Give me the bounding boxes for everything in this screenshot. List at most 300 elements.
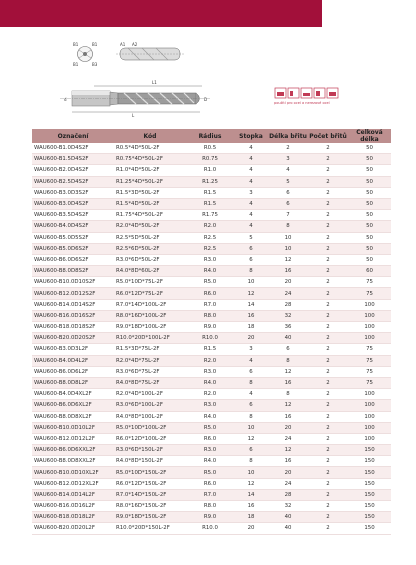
cell-pocet-britu: 2 bbox=[308, 198, 348, 209]
cell-radius: R1.5 bbox=[186, 344, 234, 355]
cell-celkova-delka: 100 bbox=[348, 322, 391, 333]
table-row bbox=[32, 277, 391, 288]
cell-pocet-britu: 2 bbox=[308, 512, 348, 523]
cell-oznaceni: WAU600-B12.0D12S2F bbox=[32, 288, 114, 299]
cell-radius: R1.5 bbox=[186, 198, 234, 209]
table-row bbox=[32, 288, 391, 299]
cross-section-view bbox=[73, 42, 98, 67]
table-row bbox=[32, 266, 391, 277]
cell-radius: R1.25 bbox=[186, 176, 234, 187]
material-icons bbox=[275, 88, 338, 98]
cell-stopka: 18 bbox=[234, 322, 268, 333]
cell-radius: R9.0 bbox=[186, 322, 234, 333]
header-kod: Kód bbox=[114, 129, 186, 143]
label-a2: A2 bbox=[132, 42, 138, 47]
cell-kod: R3.0*6D*75L-2F bbox=[114, 366, 186, 377]
table-row bbox=[32, 400, 391, 411]
cell-kod: R5.0*10D*75L-2F bbox=[114, 277, 186, 288]
cell-stopka: 10 bbox=[234, 467, 268, 478]
header-celkova-delka: Celková délka bbox=[348, 129, 391, 143]
side-view bbox=[60, 80, 210, 118]
cell-delka-britu: 8 bbox=[268, 355, 308, 366]
cell-stopka: 12 bbox=[234, 433, 268, 444]
cell-oznaceni: WAU600-B10.0D10XL2F bbox=[32, 467, 114, 478]
cell-oznaceni: WAU600-B1.5D4S2F bbox=[32, 154, 114, 165]
header-banner bbox=[0, 0, 322, 27]
cell-oznaceni: WAU600-B4.0D4L2F bbox=[32, 355, 114, 366]
table-row bbox=[32, 456, 391, 467]
cell-radius: R3.0 bbox=[186, 366, 234, 377]
cell-delka-britu: 10 bbox=[268, 243, 308, 254]
cell-kod: R6.0*12D*150L-2F bbox=[114, 478, 186, 489]
cell-celkova-delka: 100 bbox=[348, 389, 391, 400]
cell-stopka: 12 bbox=[234, 478, 268, 489]
cell-pocet-britu: 2 bbox=[308, 411, 348, 422]
cell-pocet-britu: 2 bbox=[308, 254, 348, 265]
cell-stopka: 16 bbox=[234, 310, 268, 321]
cell-oznaceni: WAU600-B6.0D6L2F bbox=[32, 366, 114, 377]
table-row bbox=[32, 501, 391, 512]
cell-oznaceni: WAU600-B1.0D4S2F bbox=[32, 143, 114, 154]
cell-stopka: 10 bbox=[234, 277, 268, 288]
table-row bbox=[32, 176, 391, 187]
cell-radius: R2.5 bbox=[186, 243, 234, 254]
cell-kod: R2.0*4D*100L-2F bbox=[114, 389, 186, 400]
cell-stopka: 3 bbox=[234, 187, 268, 198]
cell-delka-britu: 32 bbox=[268, 310, 308, 321]
cell-celkova-delka: 150 bbox=[348, 445, 391, 456]
header-oznaceni: Označení bbox=[32, 129, 114, 143]
cell-celkova-delka: 50 bbox=[348, 187, 391, 198]
cell-delka-britu: 6 bbox=[268, 344, 308, 355]
cell-radius: R1.0 bbox=[186, 165, 234, 176]
cell-kod: R6.0*12D*100L-2F bbox=[114, 433, 186, 444]
cell-celkova-delka: 100 bbox=[348, 411, 391, 422]
table-row bbox=[32, 187, 391, 198]
cell-pocet-britu: 2 bbox=[308, 210, 348, 221]
cell-celkova-delka: 50 bbox=[348, 243, 391, 254]
cell-radius: R6.0 bbox=[186, 433, 234, 444]
cell-delka-britu: 16 bbox=[268, 266, 308, 277]
table-row bbox=[32, 322, 391, 333]
cell-delka-britu: 8 bbox=[268, 221, 308, 232]
label-b1: B1 bbox=[73, 62, 79, 67]
cell-kod: R1.5*3D*75L-2F bbox=[114, 344, 186, 355]
cell-stopka: 12 bbox=[234, 288, 268, 299]
cell-stopka: 18 bbox=[234, 512, 268, 523]
cell-oznaceni: WAU600-B3.5D4S2F bbox=[32, 210, 114, 221]
table-row bbox=[32, 389, 391, 400]
cell-stopka: 4 bbox=[234, 221, 268, 232]
cell-celkova-delka: 150 bbox=[348, 523, 391, 534]
label-b1: B1 bbox=[73, 42, 79, 47]
cell-pocet-britu: 2 bbox=[308, 143, 348, 154]
cell-celkova-delka: 50 bbox=[348, 143, 391, 154]
cell-oznaceni: WAU600-B8.0D8S2F bbox=[32, 266, 114, 277]
cell-pocet-britu: 2 bbox=[308, 176, 348, 187]
cell-oznaceni: WAU600-B10.0D10L2F bbox=[32, 422, 114, 433]
cell-celkova-delka: 150 bbox=[348, 467, 391, 478]
cell-celkova-delka: 150 bbox=[348, 478, 391, 489]
table-row bbox=[32, 310, 391, 321]
table-row bbox=[32, 411, 391, 422]
cell-oznaceni: WAU600-B4.0D4S2F bbox=[32, 221, 114, 232]
cell-celkova-delka: 50 bbox=[348, 154, 391, 165]
cell-kod: R2.0*4D*75L-2F bbox=[114, 355, 186, 366]
cell-delka-britu: 12 bbox=[268, 445, 308, 456]
cell-pocet-britu: 2 bbox=[308, 288, 348, 299]
label-d: d bbox=[64, 97, 67, 102]
cell-oznaceni: WAU600-B14.0D14S2F bbox=[32, 299, 114, 310]
cell-oznaceni: WAU600-B3.0D3S2F bbox=[32, 187, 114, 198]
cell-kod: R10.0*20D*100L-2F bbox=[114, 333, 186, 344]
cell-radius: R4.0 bbox=[186, 411, 234, 422]
cell-kod: R3.0*6D*50L-2F bbox=[114, 254, 186, 265]
cell-radius: R7.0 bbox=[186, 489, 234, 500]
cell-delka-britu: 12 bbox=[268, 254, 308, 265]
cell-kod: R5.0*10D*150L-2F bbox=[114, 467, 186, 478]
cell-oznaceni: WAU600-B4.0D4XL2F bbox=[32, 389, 114, 400]
table-row bbox=[32, 333, 391, 344]
table-row bbox=[32, 143, 391, 154]
cell-pocet-britu: 2 bbox=[308, 400, 348, 411]
cell-delka-britu: 20 bbox=[268, 277, 308, 288]
table-row bbox=[32, 165, 391, 176]
cell-delka-britu: 16 bbox=[268, 411, 308, 422]
cell-delka-britu: 2 bbox=[268, 143, 308, 154]
label-a1: A1 bbox=[120, 42, 126, 47]
cell-radius: R2.0 bbox=[186, 221, 234, 232]
cell-pocet-britu: 2 bbox=[308, 232, 348, 243]
cell-stopka: 16 bbox=[234, 501, 268, 512]
cell-celkova-delka: 150 bbox=[348, 512, 391, 523]
table-row bbox=[32, 523, 391, 534]
cell-kod: R9.0*18D*100L-2F bbox=[114, 322, 186, 333]
table-row bbox=[32, 422, 391, 433]
table-row bbox=[32, 445, 391, 456]
product-table bbox=[32, 129, 391, 535]
cell-radius: R8.0 bbox=[186, 310, 234, 321]
header-delka-britu: Délka břitu bbox=[268, 129, 308, 143]
cell-pocet-britu: 2 bbox=[308, 277, 348, 288]
cell-radius: R0.75 bbox=[186, 154, 234, 165]
cell-oznaceni: WAU600-B5.0D5S2F bbox=[32, 232, 114, 243]
cell-delka-britu: 6 bbox=[268, 187, 308, 198]
cell-stopka: 3 bbox=[234, 344, 268, 355]
cell-celkova-delka: 50 bbox=[348, 210, 391, 221]
table-row bbox=[32, 489, 391, 500]
cell-celkova-delka: 75 bbox=[348, 344, 391, 355]
cell-kod: R2.5*6D*50L-2F bbox=[114, 243, 186, 254]
cell-kod: R0.75*4D*50L-2F bbox=[114, 154, 186, 165]
cell-delka-britu: 40 bbox=[268, 333, 308, 344]
cell-pocet-britu: 2 bbox=[308, 389, 348, 400]
table-row bbox=[32, 377, 391, 388]
cell-celkova-delka: 75 bbox=[348, 355, 391, 366]
table-row bbox=[32, 344, 391, 355]
cell-radius: R3.0 bbox=[186, 445, 234, 456]
cell-stopka: 8 bbox=[234, 456, 268, 467]
flute-detail-view bbox=[116, 42, 184, 60]
cell-oznaceni: WAU600-B2.0D4S2F bbox=[32, 165, 114, 176]
cell-celkova-delka: 50 bbox=[348, 221, 391, 232]
cell-radius: R5.0 bbox=[186, 277, 234, 288]
cell-radius: R7.0 bbox=[186, 299, 234, 310]
cell-radius: R10.0 bbox=[186, 523, 234, 534]
cell-kod: R8.0*16D*100L-2F bbox=[114, 310, 186, 321]
cell-pocet-britu: 2 bbox=[308, 310, 348, 321]
cell-stopka: 4 bbox=[234, 355, 268, 366]
cell-stopka: 4 bbox=[234, 389, 268, 400]
cell-stopka: 4 bbox=[234, 154, 268, 165]
cell-pocet-britu: 2 bbox=[308, 422, 348, 433]
cell-kod: R7.0*14D*100L-2F bbox=[114, 299, 186, 310]
cell-radius: R4.0 bbox=[186, 266, 234, 277]
cell-radius: R0.5 bbox=[186, 143, 234, 154]
cell-kod: R1.25*4D*50L-2F bbox=[114, 176, 186, 187]
cell-celkova-delka: 150 bbox=[348, 489, 391, 500]
cell-delka-britu: 20 bbox=[268, 467, 308, 478]
cell-radius: R8.0 bbox=[186, 501, 234, 512]
cell-stopka: 6 bbox=[234, 366, 268, 377]
cell-oznaceni: WAU600-B16.0D16L2F bbox=[32, 501, 114, 512]
cell-kod: R2.0*4D*50L-2F bbox=[114, 221, 186, 232]
cell-stopka: 6 bbox=[234, 400, 268, 411]
cell-delka-britu: 40 bbox=[268, 512, 308, 523]
cell-delka-britu: 12 bbox=[268, 400, 308, 411]
cell-pocet-britu: 2 bbox=[308, 355, 348, 366]
cell-delka-britu: 8 bbox=[268, 389, 308, 400]
cell-delka-britu: 16 bbox=[268, 456, 308, 467]
cell-kod: R8.0*16D*150L-2F bbox=[114, 501, 186, 512]
cell-kod: R4.0*8D*60L-2F bbox=[114, 266, 186, 277]
cell-stopka: 4 bbox=[234, 143, 268, 154]
cell-pocet-britu: 2 bbox=[308, 154, 348, 165]
cell-delka-britu: 24 bbox=[268, 433, 308, 444]
header-pocet-britu: Počet břitů bbox=[308, 129, 348, 143]
cell-kod: R3.0*6D*100L-2F bbox=[114, 400, 186, 411]
cell-radius: R1.75 bbox=[186, 210, 234, 221]
cell-stopka: 6 bbox=[234, 243, 268, 254]
cell-kod: R1.5*4D*50L-2F bbox=[114, 198, 186, 209]
cell-pocet-britu: 2 bbox=[308, 445, 348, 456]
cell-stopka: 4 bbox=[234, 176, 268, 187]
cell-kod: R2.5*5D*50L-2F bbox=[114, 232, 186, 243]
cell-pocet-britu: 2 bbox=[308, 322, 348, 333]
cell-stopka: 4 bbox=[234, 165, 268, 176]
cell-delka-britu: 4 bbox=[268, 165, 308, 176]
cell-stopka: 8 bbox=[234, 377, 268, 388]
cell-delka-britu: 20 bbox=[268, 422, 308, 433]
label-b3: B3 bbox=[92, 62, 98, 67]
cell-oznaceni: WAU600-B6.0D6S2F bbox=[32, 254, 114, 265]
cell-celkova-delka: 50 bbox=[348, 254, 391, 265]
usage-caption: použití pro ocel a nerezové ocel bbox=[274, 101, 330, 105]
table-row bbox=[32, 512, 391, 523]
table-row bbox=[32, 467, 391, 478]
cell-celkova-delka: 75 bbox=[348, 366, 391, 377]
cell-stopka: 5 bbox=[234, 232, 268, 243]
cell-delka-britu: 36 bbox=[268, 322, 308, 333]
table-row bbox=[32, 366, 391, 377]
cell-pocet-britu: 2 bbox=[308, 299, 348, 310]
cell-oznaceni: WAU600-B6.0D6XXL2F bbox=[32, 445, 114, 456]
table-row bbox=[32, 433, 391, 444]
cell-radius: R2.0 bbox=[186, 389, 234, 400]
table-row bbox=[32, 232, 391, 243]
cell-celkova-delka: 100 bbox=[348, 310, 391, 321]
label-D: D bbox=[204, 97, 208, 102]
cell-oznaceni: WAU600-B6.0D6XL2F bbox=[32, 400, 114, 411]
cell-stopka: 20 bbox=[234, 333, 268, 344]
cell-kod: R1.5*3D*50L-2F bbox=[114, 187, 186, 198]
cell-pocet-britu: 2 bbox=[308, 221, 348, 232]
cell-delka-britu: 16 bbox=[268, 377, 308, 388]
cell-celkova-delka: 150 bbox=[348, 501, 391, 512]
cell-kod: R7.0*14D*150L-2F bbox=[114, 489, 186, 500]
label-b1: B1 bbox=[92, 42, 98, 47]
cell-stopka: 8 bbox=[234, 266, 268, 277]
cell-celkova-delka: 50 bbox=[348, 165, 391, 176]
cell-oznaceni: WAU600-B8.0D8XL2F bbox=[32, 411, 114, 422]
cell-oznaceni: WAU600-B3.0D4S2F bbox=[32, 198, 114, 209]
cell-kod: R6.0*12D*75L-2F bbox=[114, 288, 186, 299]
table-row bbox=[32, 221, 391, 232]
cell-kod: R4.0*8D*75L-2F bbox=[114, 377, 186, 388]
cell-kod: R3.0*6D*150L-2F bbox=[114, 445, 186, 456]
cell-stopka: 14 bbox=[234, 489, 268, 500]
cell-oznaceni: WAU600-B14.0D14L2F bbox=[32, 489, 114, 500]
cell-oznaceni: WAU600-B12.0D12L2F bbox=[32, 433, 114, 444]
cell-pocet-britu: 2 bbox=[308, 456, 348, 467]
cell-oznaceni: WAU600-B18.0D18S2F bbox=[32, 322, 114, 333]
label-l1: L1 bbox=[152, 80, 157, 85]
cell-stopka: 6 bbox=[234, 445, 268, 456]
table-row bbox=[32, 210, 391, 221]
cell-pocet-britu: 2 bbox=[308, 489, 348, 500]
cell-delka-britu: 28 bbox=[268, 299, 308, 310]
cell-delka-britu: 32 bbox=[268, 501, 308, 512]
cell-pocet-britu: 2 bbox=[308, 433, 348, 444]
cell-stopka: 8 bbox=[234, 411, 268, 422]
end-mill-diagram bbox=[0, 38, 416, 120]
material-stainless-icon bbox=[288, 88, 299, 98]
cell-pocet-britu: 2 bbox=[308, 501, 348, 512]
cell-celkova-delka: 75 bbox=[348, 277, 391, 288]
cell-oznaceni: WAU600-B3.0D3L2F bbox=[32, 344, 114, 355]
cell-oznaceni: WAU600-B8.0D8XXL2F bbox=[32, 456, 114, 467]
cell-delka-britu: 24 bbox=[268, 478, 308, 489]
cell-delka-britu: 12 bbox=[268, 366, 308, 377]
table-row bbox=[32, 254, 391, 265]
table-header-row bbox=[32, 129, 391, 143]
cell-radius: R3.0 bbox=[186, 254, 234, 265]
cell-kod: R4.0*8D*150L-2F bbox=[114, 456, 186, 467]
cell-radius: R5.0 bbox=[186, 467, 234, 478]
cell-kod: R10.0*20D*150L-2F bbox=[114, 523, 186, 534]
cell-delka-britu: 28 bbox=[268, 489, 308, 500]
cell-celkova-delka: 50 bbox=[348, 176, 391, 187]
cell-pocet-britu: 2 bbox=[308, 243, 348, 254]
cell-pocet-britu: 2 bbox=[308, 187, 348, 198]
cell-radius: R4.0 bbox=[186, 377, 234, 388]
cell-radius: R9.0 bbox=[186, 512, 234, 523]
cell-celkova-delka: 150 bbox=[348, 456, 391, 467]
cell-stopka: 10 bbox=[234, 422, 268, 433]
cell-oznaceni: WAU600-B2.5D4S2F bbox=[32, 176, 114, 187]
cell-radius: R10.0 bbox=[186, 333, 234, 344]
cell-oznaceni: WAU600-B8.0D8L2F bbox=[32, 377, 114, 388]
cell-kod: R5.0*10D*100L-2F bbox=[114, 422, 186, 433]
cell-stopka: 4 bbox=[234, 210, 268, 221]
cell-delka-britu: 24 bbox=[268, 288, 308, 299]
table-row bbox=[32, 198, 391, 209]
cell-oznaceni: WAU600-B20.0D20L2F bbox=[32, 523, 114, 534]
cell-pocet-britu: 2 bbox=[308, 467, 348, 478]
cell-celkova-delka: 100 bbox=[348, 433, 391, 444]
cell-delka-britu: 5 bbox=[268, 176, 308, 187]
cell-radius: R2.0 bbox=[186, 355, 234, 366]
cell-delka-britu: 3 bbox=[268, 154, 308, 165]
cell-radius: R6.0 bbox=[186, 478, 234, 489]
cell-celkova-delka: 100 bbox=[348, 400, 391, 411]
table-row bbox=[32, 355, 391, 366]
cell-oznaceni: WAU600-B12.0D12XL2F bbox=[32, 478, 114, 489]
cell-pocet-britu: 2 bbox=[308, 165, 348, 176]
cell-celkova-delka: 50 bbox=[348, 232, 391, 243]
cell-celkova-delka: 100 bbox=[348, 333, 391, 344]
cell-pocet-britu: 2 bbox=[308, 366, 348, 377]
cell-pocet-britu: 2 bbox=[308, 333, 348, 344]
table-row bbox=[32, 299, 391, 310]
cell-kod: R9.0*18D*150L-2F bbox=[114, 512, 186, 523]
table-row bbox=[32, 154, 391, 165]
header-radius: Rádius bbox=[186, 129, 234, 143]
cell-stopka: 6 bbox=[234, 254, 268, 265]
cell-oznaceni: WAU600-B16.0D16S2F bbox=[32, 310, 114, 321]
cell-kod: R1.75*4D*50L-2F bbox=[114, 210, 186, 221]
label-l: L bbox=[132, 113, 135, 118]
cell-stopka: 14 bbox=[234, 299, 268, 310]
cell-stopka: 20 bbox=[234, 523, 268, 534]
cell-pocet-britu: 2 bbox=[308, 344, 348, 355]
cell-pocet-britu: 2 bbox=[308, 523, 348, 534]
cell-radius: R6.0 bbox=[186, 288, 234, 299]
cell-kod: R1.0*4D*50L-2F bbox=[114, 165, 186, 176]
cell-oznaceni: WAU600-B5.0D6S2F bbox=[32, 243, 114, 254]
cell-celkova-delka: 100 bbox=[348, 299, 391, 310]
cell-radius: R4.0 bbox=[186, 456, 234, 467]
cell-celkova-delka: 60 bbox=[348, 266, 391, 277]
cell-delka-britu: 6 bbox=[268, 198, 308, 209]
cell-radius: R5.0 bbox=[186, 422, 234, 433]
cell-kod: R0.5*4D*50L-2F bbox=[114, 143, 186, 154]
cell-celkova-delka: 100 bbox=[348, 422, 391, 433]
cell-kod: R4.0*8D*100L-2F bbox=[114, 411, 186, 422]
cell-celkova-delka: 75 bbox=[348, 377, 391, 388]
cell-delka-britu: 7 bbox=[268, 210, 308, 221]
cell-pocet-britu: 2 bbox=[308, 377, 348, 388]
cell-pocet-britu: 2 bbox=[308, 266, 348, 277]
cell-delka-britu: 40 bbox=[268, 523, 308, 534]
cell-oznaceni: WAU600-B18.0D18L2F bbox=[32, 512, 114, 523]
table-row bbox=[32, 243, 391, 254]
cell-oznaceni: WAU600-B20.0D20S2F bbox=[32, 333, 114, 344]
header-stopka: Stopka bbox=[234, 129, 268, 143]
cell-stopka: 4 bbox=[234, 198, 268, 209]
table-row bbox=[32, 478, 391, 489]
cell-pocet-britu: 2 bbox=[308, 478, 348, 489]
